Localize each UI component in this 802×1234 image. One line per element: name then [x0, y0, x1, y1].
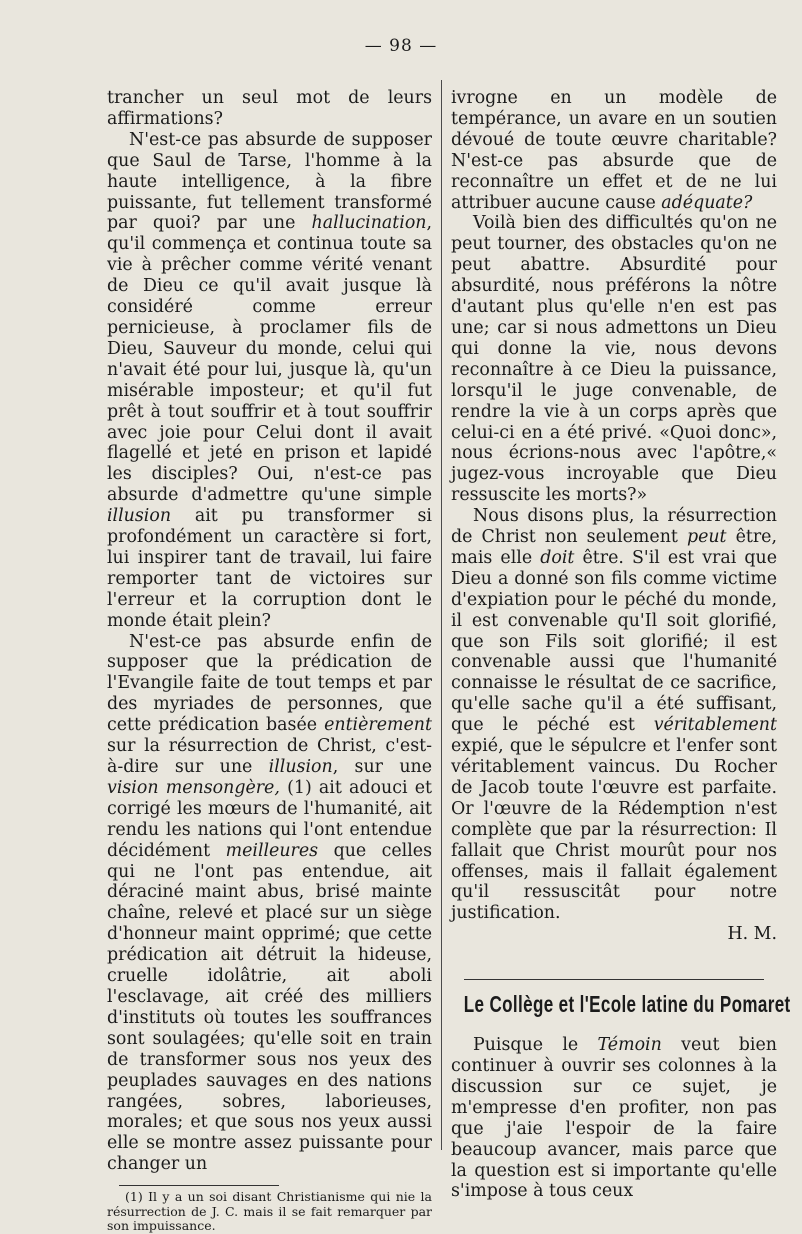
section-heading: Le Collège et l'Ecole latine du Pomaret — [463, 991, 791, 1018]
footnote: (1) Il y a un soi disant Christianisme qui nie la résurrection de J. C. mais il se fait remarquer par son impuissance. — [107, 1189, 432, 1234]
paragraph: N'est-ce pas absurde enfin de supposer que la prédication de l'Evangile faite de tout temps et par des myriades de personnes, que cette prédication basée entièrement sur la résurrection de Christ, c'est-à-dire sur une illusion, sur une vision mensongère, (1) ait adouci et corrigé les mœurs de l'humanité, ait rendu les nations qui l'ont entendue décidément meilleures que celles qui ne l'ont pas entendue, ait déraciné maint abus, brisé mainte chaîne, relevé et placé sur un siège d'honneur maint opprimé; que cette prédication ait détruit la hideuse, cruelle idolâtrie, ait aboli l'esclavage, ait créé des milliers d'instituts où toutes les souffrances sont soulagées; qu'elle soit en train de transformer sous nos yeux des peuplades sauvages en des nations rangées, sobres, laborieuses, morales; et que sous nos yeux aussi elle se montre assez puissante pour changer un — [107, 631, 433, 1175]
column-divider — [441, 80, 442, 1150]
page-number: — 98 — — [364, 36, 438, 56]
author-signature: H. M. — [727, 924, 777, 945]
paragraph: Puisque le Témoin veut bien continuer à ouvrir ses colonnes à la discussion sur ce sujet, je m'empresse d'en profiter, non pas que j'aie l'espoir de la faire beaucoup avancer, mais parce que la question est si importante qu'elle s'impose à tous ceux — [451, 1035, 777, 1202]
left-column — [107, 88, 432, 1234]
paragraph: trancher un seul mot de leurs affirmations? — [107, 88, 432, 129]
paragraph: N'est-ce pas absurde de supposer que Saul de Tarse, l'homme à la haute intelligence, à la fibre puissante, fut tellement transformé par quoi? par une hallucination, qu'il commença et continua toute sa vie à prêcher comme vérité venant de Dieu ce qu'il avait jusque là considéré comme erreur pernicieuse, à proclamer fils de Dieu, Sauveur du monde, celui qui n'avait été pour lui, jusque là, qu'un misérable imposteur; et qu'il fut prêt à tout souffrir et à tout souffrir avec joie pour Celui dont il avait flagellé et jeté en prison et lapidé les disciples? Oui, n'est-ce pas absurde d'admettre qu'une simple illusion ait pu transformer si profondément un caractère si fort, lui inspirer tant de travail, lui faire remporter tant de victoires sur l'erreur et la corruption dont le monde était plein? — [107, 129, 433, 631]
paragraph: Voilà bien des difficultés qu'on ne peut tourner, des obstacles qu'on ne peut abattre. Absurdité pour absurdité, nous préférons la nôtre d'autant plus qu'elle n'en est pas une; car si nous admettons un Dieu qui donne la vie, nous devons reconnaître à ce Dieu la puissance, lorsqu'il le juge convenable, de rendre la vie à un corps après que celui-ci en a été privé. «Quoi donc», nous écrions-nous avec l'apôtre,« jugez-vous incroyable que Dieu ressuscite les morts?» — [451, 213, 777, 506]
paragraph: Nous disons plus, la résurrection de Christ non seulement peut être, mais elle doit être. S'il est vrai que Dieu a donné son fils comme victime d'expiation pour le péché du monde, il est convenable qu'Il soit glorifié, que son Fils soit glorifié; il est convenable aussi que l'humanité connaisse le résultat de ce sacrifice, qu'elle sache qu'il a été suffisant, que le péché est véritablement expié, que le sépulcre et l'enfer sont véritablement vaincus. Du Rocher de Jacob toute l'œuvre est parfaite. Or l'œuvre de la Rédemption n'est complète que par la résurrection: Il fallait que Christ mourût pour nos offenses, mais il fallait également qu'il ressuscitât pour notre justification. — [451, 506, 778, 924]
footnote-rule — [119, 1185, 279, 1186]
paragraph: ivrogne en un modèle de tempérance, un avare en un soutien dévoué de toute œuvre charitable? N'est-ce pas absurde que de reconnaître un effet et de ne lui attribuer aucune cause adéquate? — [451, 88, 777, 213]
right-column — [451, 88, 791, 1202]
section-rule — [464, 979, 764, 980]
